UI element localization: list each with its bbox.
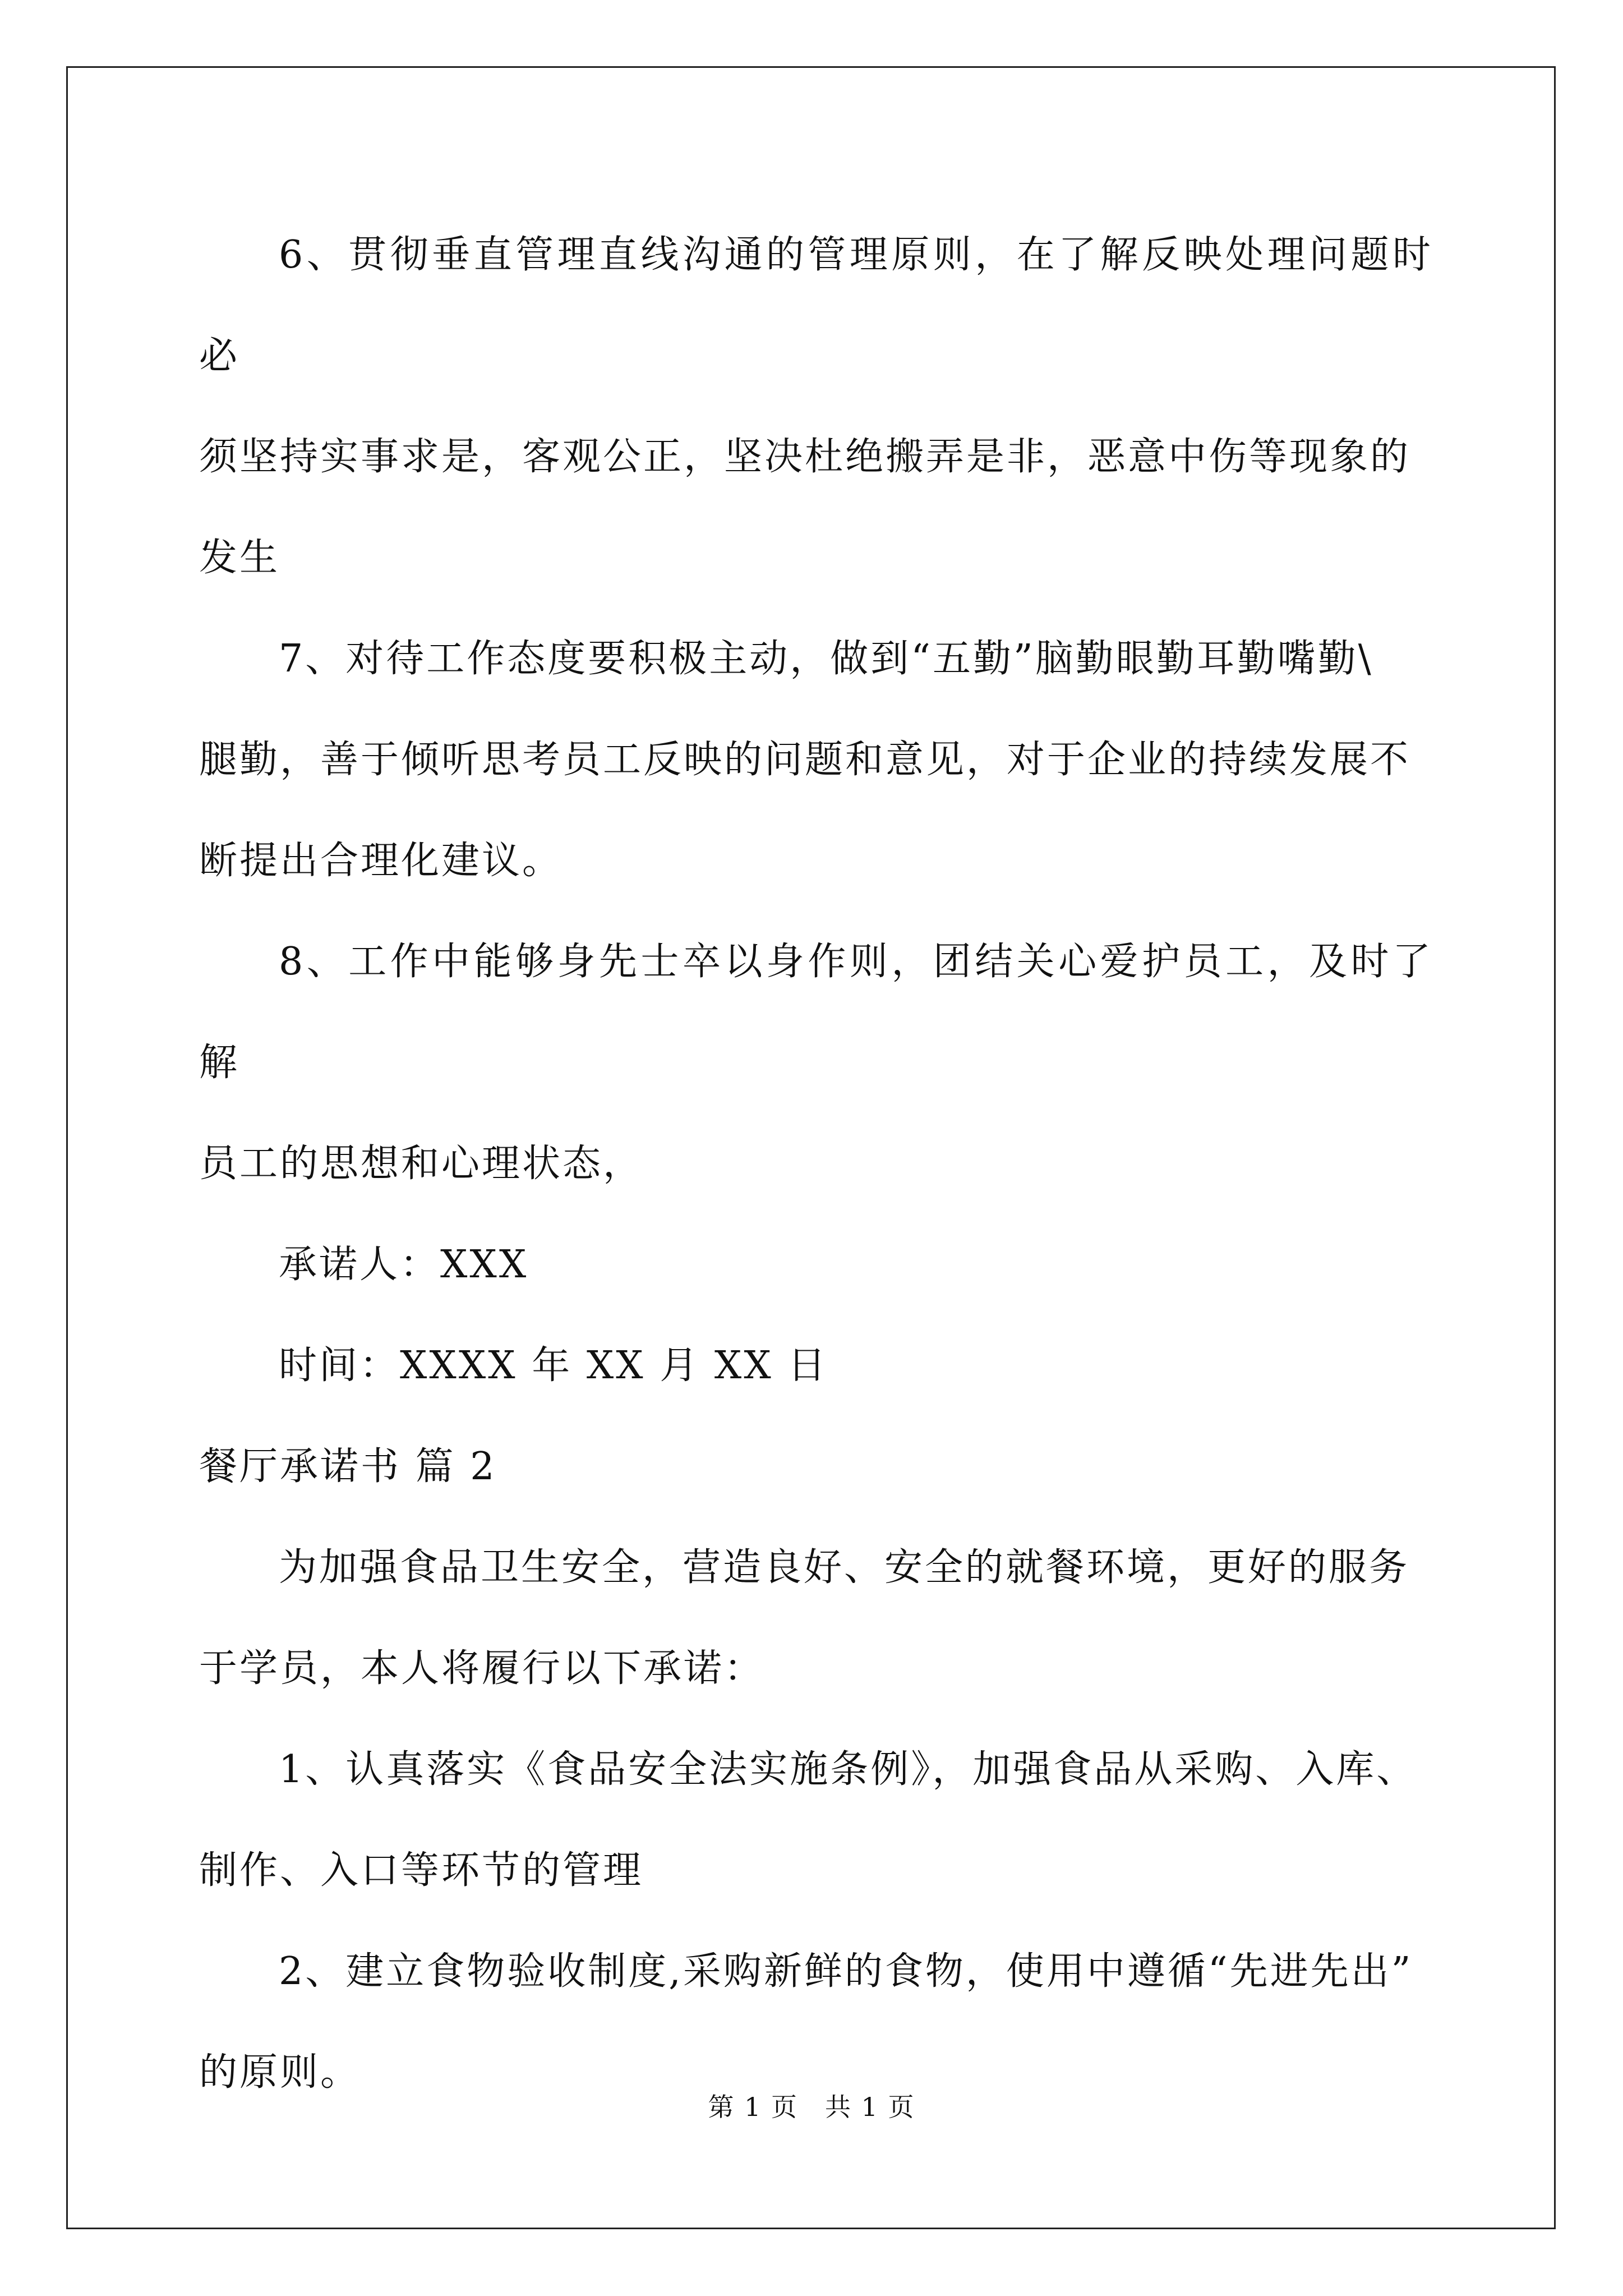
text-line: 员工的思想和心理状态， — [199, 1142, 644, 1186]
promisor-line — [199, 1214, 1433, 1315]
text-line: 8、工作中能够身先士卒以身作则，团结关心爱护员工，及时了解 — [199, 940, 1433, 1085]
text-line: 制作、入口等环节的管理 — [199, 1848, 644, 1893]
text-line: 腿勤，善于倾听思考员工反映的问题和意见，对于企业的持续发展不 — [199, 738, 1411, 782]
date-line — [199, 1315, 1433, 1416]
page-footer: 第 1 页 共 1 页 — [708, 2092, 915, 2122]
text-line: 餐厅承诺书 篇 2 — [199, 1444, 497, 1489]
text-line: 时间：XXXX 年 XX 月 XX 日 — [279, 1343, 828, 1388]
text-line: 的原则。 — [199, 2050, 361, 2095]
text-line: 7、对待工作态度要积极主动，做到“五勤”脑勤眼勤耳勤嘴勤\ — [279, 637, 1373, 681]
intro-paragraph — [199, 1517, 1433, 1719]
paragraph-item-7 — [199, 609, 1433, 912]
paragraph-item-6 — [199, 205, 1433, 609]
text-line: 断提出合理化建议。 — [199, 839, 563, 883]
text-line: 承诺人：XXX — [279, 1243, 529, 1287]
text-line: 发生 — [199, 536, 280, 580]
text-line: 1、认真落实《食品安全法实施条例》，加强食品从采购、入库、 — [279, 1747, 1417, 1792]
section-heading — [199, 1416, 1433, 1517]
text-line: 为加强食品卫生安全，营造良好、安全的就餐环境，更好的服务 — [279, 1545, 1410, 1590]
paragraph-item-1 — [199, 1719, 1433, 1921]
text-line: 6、贯彻垂直管理直线沟通的管理原则，在了解反映处理问题时必 — [199, 233, 1433, 378]
text-line: 2、建立食物验收制度,采购新鲜的食物，使用中遵循“先进先出” — [279, 1949, 1413, 1994]
paragraph-item-8 — [199, 912, 1433, 1214]
text-line: 须坚持实事求是，客观公正，坚决杜绝搬弄是非，恶意中伤等现象的 — [199, 435, 1411, 479]
text-line: 于学员，本人将履行以下承诺： — [199, 1646, 765, 1691]
document-body — [199, 205, 1433, 2123]
